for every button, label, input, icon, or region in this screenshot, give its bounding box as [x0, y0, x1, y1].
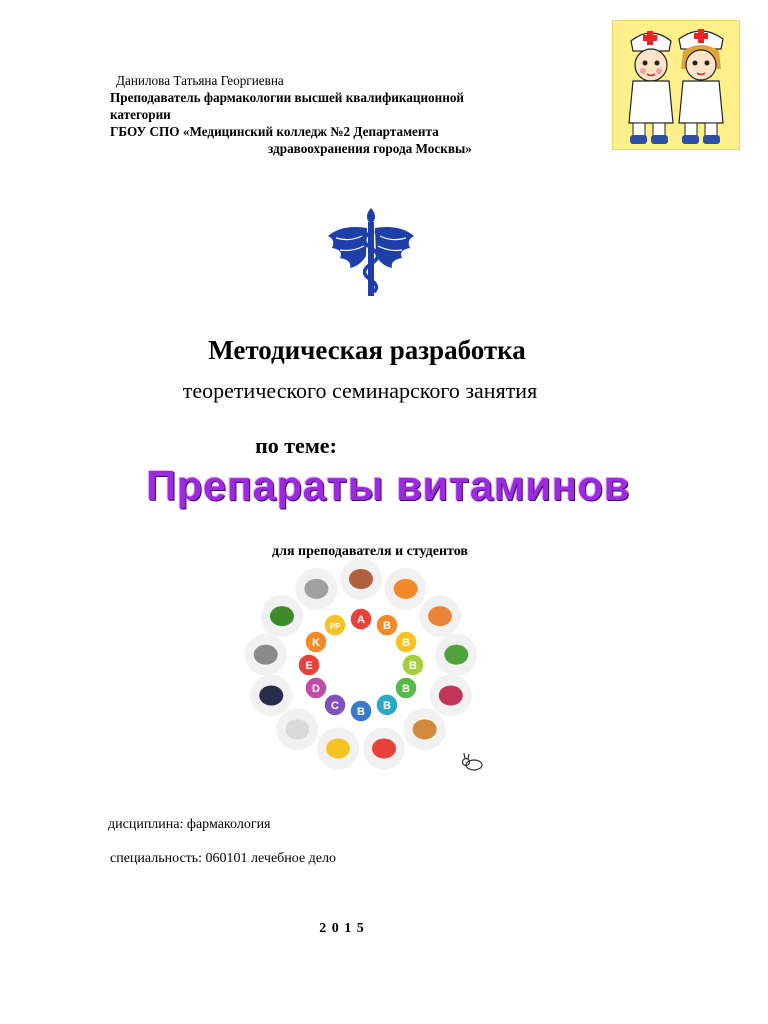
vitamin-label: B — [383, 620, 391, 633]
food-item — [270, 606, 294, 626]
food-item — [372, 739, 396, 759]
food-item — [259, 685, 283, 705]
vitamin-label: B — [383, 699, 391, 712]
vitamin-label: B — [357, 706, 365, 718]
vitamin-label: E — [305, 660, 313, 672]
discipline-line: дисциплина: фармакология — [108, 817, 271, 832]
food-item — [444, 645, 468, 665]
nurses-illustration-icon — [612, 20, 740, 150]
vitamin-label: B — [402, 637, 411, 649]
vitamin-wheel-icon — [236, 556, 486, 774]
author-position-line2: категории — [110, 107, 171, 122]
document-year: 2 0 1 5 — [319, 921, 365, 936]
rabbit-icon — [460, 752, 486, 772]
specialty-line: специальность: 060101 лечебное дело — [110, 851, 336, 866]
food-item — [439, 685, 463, 705]
vitamin-label: D — [311, 683, 320, 695]
document-subtitle: теоретического семинарского занятия — [182, 378, 538, 403]
author-position-line1: Преподаватель фармакологии высшей квалификационной — [110, 90, 465, 105]
vitamin-label: C — [331, 699, 339, 712]
food-item — [413, 719, 437, 739]
author-name: Данилова Татьяна Георгиевна — [116, 73, 284, 88]
author-org-line1: ГБОУ СПО «Медицинский колледж №2 Департамента — [110, 124, 439, 139]
food-item — [394, 579, 418, 599]
food-item — [428, 606, 452, 626]
wheel-center — [335, 639, 387, 691]
food-item — [326, 739, 350, 759]
vitamin-label: B — [402, 683, 411, 695]
vitamin-label: PP — [329, 622, 341, 632]
author-org-line2: здравоохранения города Москвы» — [268, 141, 472, 156]
audience-line: для преподавателя и студентов — [272, 544, 468, 558]
vitamin-label: A — [357, 614, 365, 626]
food-item — [285, 719, 309, 739]
author-block — [110, 72, 580, 157]
vitamin-label: K — [311, 637, 320, 649]
topic-prefix: по теме: — [255, 433, 337, 458]
food-item — [304, 579, 328, 599]
vitamin-label: B — [409, 660, 417, 672]
caduceus-emblem-icon — [322, 206, 420, 298]
topic-title: Препараты витаминов — [146, 462, 630, 509]
food-item — [254, 645, 278, 665]
food-item — [349, 569, 373, 589]
document-title: Методическая разработка — [208, 335, 526, 365]
